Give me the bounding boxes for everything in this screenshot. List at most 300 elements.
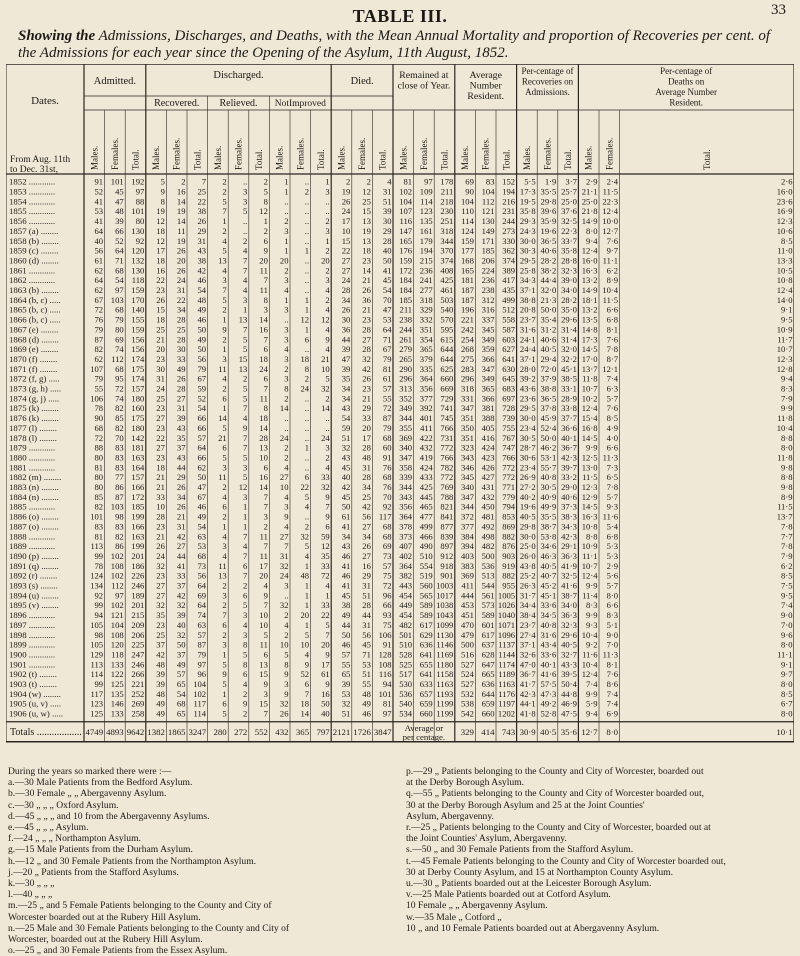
- table-cell: ..: [304, 255, 310, 266]
- table-cell: 565: [419, 590, 433, 601]
- table-cell: 36: [362, 294, 371, 305]
- table-cell: 32: [362, 353, 371, 364]
- table-cell: 215: [131, 610, 145, 621]
- table-row: [9, 610, 793, 620]
- table-row: [9, 512, 793, 522]
- table-cell: 15: [259, 698, 268, 709]
- table-cell: 15: [362, 206, 371, 217]
- footnote-line: l.—40 „ „ „: [8, 889, 53, 901]
- table-cell: 42: [362, 501, 371, 512]
- table-cell: 10: [259, 610, 268, 621]
- table-cell: 2: [284, 363, 289, 374]
- table-cell: 12: [300, 314, 310, 325]
- table-cell: 766: [440, 422, 454, 433]
- table-cell: 5: [304, 629, 310, 640]
- table-cell: 32·0: [561, 344, 577, 355]
- table-cell: 32·0: [540, 285, 557, 295]
- table-cell: 21: [156, 472, 165, 483]
- table-cell: 166: [131, 482, 145, 492]
- table-cell: 2: [243, 235, 248, 246]
- table-cell: 7: [243, 442, 248, 453]
- table-cell: 45: [362, 639, 371, 650]
- table-cell: 34·6: [540, 541, 557, 552]
- table-row: [9, 187, 793, 197]
- table-cell: 180: [131, 393, 145, 404]
- table-cell: 46: [362, 708, 371, 719]
- table-cell: 9·4: [586, 235, 598, 246]
- table-cell: 42: [176, 590, 186, 601]
- table-cell: 178: [440, 176, 454, 187]
- table-cell: 47: [115, 196, 124, 207]
- row-date: 1876 (k) ........: [9, 413, 59, 424]
- table-cell: 9·9: [586, 442, 598, 453]
- table-cell: 11·0: [777, 245, 793, 256]
- table-cell: 1: [243, 511, 248, 522]
- table-cell: 912: [440, 550, 454, 561]
- table-cell: 17: [259, 560, 268, 571]
- row-date: 1880 ............: [9, 452, 56, 463]
- table-cell: 11·8: [582, 373, 598, 384]
- totals-cell: 3247: [188, 726, 207, 737]
- table-cell: 20: [321, 255, 330, 266]
- table-cell: 4: [325, 324, 330, 335]
- table-cell: 4: [304, 501, 310, 512]
- table-cell: 92: [135, 235, 145, 246]
- totals-cell: 432: [275, 726, 289, 737]
- table-cell: 46·3: [540, 550, 557, 561]
- table-cell: 1: [243, 304, 248, 315]
- table-cell: 7·8: [606, 344, 619, 355]
- table-cell: ..: [304, 462, 310, 473]
- table-cell: 5·9: [586, 698, 598, 709]
- table-cell: 68: [382, 531, 392, 542]
- table-cell: 113: [90, 659, 104, 670]
- table-cell: 23: [156, 353, 165, 364]
- table-cell: 359: [481, 344, 495, 355]
- table-cell: 8·0: [781, 639, 793, 650]
- table-cell: 82: [94, 344, 104, 355]
- table-cell: 21: [218, 432, 227, 443]
- table-cell: 12·5: [581, 452, 598, 463]
- table-cell: 125: [90, 708, 104, 719]
- table-cell: 2: [325, 265, 330, 276]
- footnote-line: o.—25 „ and 30 Female Patients from the Essex Asylum.: [8, 945, 228, 956]
- table-cell: 403: [461, 550, 474, 561]
- table-cell: 536: [399, 688, 413, 699]
- table-cell: 432: [419, 442, 433, 453]
- table-cell: 123: [419, 206, 433, 217]
- table-cell: 4: [222, 265, 227, 276]
- table-cell: 20: [279, 255, 289, 266]
- table-cell: 99: [94, 600, 104, 611]
- table-cell: 1: [304, 600, 310, 611]
- table-cell: 50·0: [540, 432, 557, 443]
- table-cell: 47: [341, 353, 351, 364]
- table-cell: 4: [325, 285, 330, 295]
- table-cell: 19·6: [540, 225, 557, 236]
- table-cell: 261: [399, 334, 413, 345]
- table-cell: 57·5: [540, 679, 557, 689]
- table-cell: 41·7: [519, 679, 536, 689]
- table-cell: 34·0: [561, 285, 577, 295]
- table-cell: 8·5: [781, 688, 793, 699]
- table-cell: 85: [94, 491, 104, 502]
- table-cell: ..: [304, 422, 310, 433]
- table-cell: 513: [481, 570, 495, 581]
- table-row: [9, 571, 793, 581]
- row-date: 1894 (u) ........: [9, 590, 59, 601]
- table-cell: 31·7: [519, 590, 536, 601]
- table-cell: 10·0: [602, 216, 619, 227]
- pct-deaths-header: Deaths on: [668, 76, 705, 87]
- table-cell: 6·6: [606, 442, 619, 453]
- table-cell: 11·1: [582, 550, 598, 561]
- table-cell: 2: [222, 176, 227, 187]
- table-cell: 72·0: [540, 363, 557, 374]
- table-cell: 65: [176, 679, 186, 689]
- table-cell: 12·3: [776, 216, 793, 227]
- table-cell: 683: [502, 383, 516, 394]
- table-cell: 6·7: [781, 698, 793, 709]
- table-cell: 32: [341, 442, 351, 453]
- table-cell: 120: [131, 245, 145, 256]
- table-cell: 5: [243, 393, 248, 404]
- average-cell: 40·5: [540, 726, 557, 737]
- table-row: [9, 364, 793, 374]
- table-cell: 22: [156, 432, 165, 443]
- table-cell: 647: [481, 659, 495, 670]
- table-cell: 244: [502, 216, 516, 227]
- row-date: 1905 (u, v) .....: [9, 698, 62, 709]
- totals-cell: 1382: [147, 726, 165, 737]
- table-cell: 27: [156, 590, 165, 601]
- table-cell: 11·5: [777, 501, 793, 512]
- row-date: 1885 ............: [9, 501, 56, 512]
- table-cell: 39·5: [561, 669, 577, 680]
- table-cell: 12·7: [602, 225, 619, 236]
- row-date: 1884 (n) ........: [9, 491, 59, 502]
- table-cell: 105: [90, 619, 104, 630]
- table-cell: 381: [481, 403, 495, 414]
- table-cell: 64: [197, 442, 207, 453]
- table-cell: 101: [131, 206, 145, 217]
- table-cell: 9: [325, 679, 330, 689]
- table-cell: 211: [440, 186, 454, 197]
- table-cell: 27: [362, 334, 371, 345]
- row-date: 1901 ............: [9, 659, 56, 670]
- table-cell: 34: [362, 482, 371, 492]
- table-cell: 41: [94, 216, 104, 227]
- table-cell: 8: [160, 196, 165, 207]
- table-cell: 9: [325, 491, 330, 502]
- table-cell: 27: [156, 442, 165, 453]
- table-cell: 435: [502, 285, 516, 295]
- table-cell: 10·4: [602, 285, 619, 295]
- table-cell: 1: [304, 324, 310, 335]
- table-cell: 6: [222, 501, 227, 512]
- relieved-header: Relieved.: [219, 98, 258, 109]
- table-cell: 62: [197, 462, 207, 473]
- table-cell: 22: [176, 294, 186, 305]
- table-cell: 11: [218, 560, 227, 571]
- table-cell: 20·8: [519, 304, 536, 315]
- table-cell: 24: [156, 550, 165, 561]
- table-cell: 18: [259, 413, 268, 424]
- table-row: [9, 699, 793, 709]
- table-cell: 14·0: [776, 294, 793, 305]
- males-column-label: Males.: [151, 145, 162, 170]
- table-row: [9, 354, 793, 364]
- table-cell: 5·1: [606, 619, 619, 630]
- table-cell: 26: [197, 216, 207, 227]
- table-cell: 9·9: [586, 580, 598, 591]
- table-cell: 79: [115, 314, 124, 325]
- table-cell: 3: [284, 580, 289, 591]
- table-cell: 374: [440, 255, 454, 266]
- table-cell: 26: [176, 245, 186, 256]
- table-cell: 29: [362, 403, 371, 414]
- table-cell: ..: [284, 413, 289, 424]
- table-cell: 40: [176, 619, 186, 630]
- table-cell: 1176: [498, 688, 516, 699]
- table-cell: 114: [420, 196, 433, 207]
- table-cell: 36·7: [519, 669, 536, 680]
- table-cell: 211: [399, 304, 413, 315]
- table-cell: 34·3: [561, 521, 577, 532]
- totals-cell: 2121: [332, 726, 351, 737]
- table-cell: 23·7: [519, 314, 536, 325]
- average-header: Number: [469, 80, 502, 92]
- table-cell: 323: [461, 442, 474, 453]
- table-cell: 512: [502, 304, 516, 315]
- table-cell: 2: [222, 334, 227, 345]
- table-cell: 38·8: [519, 294, 536, 305]
- row-date: 1900 ............: [9, 649, 56, 660]
- table-cell: 23·4: [519, 462, 536, 473]
- table-row: [9, 462, 793, 472]
- table-cell: 25·0: [519, 541, 536, 552]
- table-row: [9, 246, 793, 256]
- table-cell: 49·9: [540, 501, 557, 512]
- table-cell: 644: [481, 688, 495, 699]
- table-cell: 6·9: [606, 708, 619, 719]
- table-cell: 161: [419, 225, 433, 236]
- table-cell: 4: [325, 580, 330, 591]
- table-cell: 2: [346, 176, 351, 187]
- table-cell: 19: [341, 186, 351, 197]
- table-cell: 364: [399, 511, 413, 522]
- table-cell: 78: [94, 560, 104, 571]
- footnotes-right: [406, 766, 794, 934]
- table-cell: 16·0: [776, 186, 793, 197]
- table-cell: 56: [94, 245, 104, 256]
- table-cell: 538: [461, 698, 474, 709]
- table-cell: 13·7: [581, 363, 598, 374]
- row-date: 1903 (t) ........: [9, 679, 57, 689]
- table-cell: 51: [362, 590, 371, 601]
- table-cell: 21·1: [581, 186, 598, 197]
- row-date: 1891 (q) ........: [9, 560, 59, 571]
- table-cell: 7: [243, 265, 248, 276]
- table-cell: 3: [222, 462, 227, 473]
- table-cell: 6: [222, 393, 227, 404]
- table-cell: 349: [399, 403, 413, 414]
- table-cell: 49: [156, 708, 165, 719]
- footnote-line: c.—30 „ „ „ Oxford Asylum.: [8, 799, 119, 811]
- table-cell: 32: [279, 560, 289, 571]
- table-cell: 772: [440, 442, 454, 453]
- table-cell: 8·5: [781, 235, 793, 246]
- table-cell: 4: [284, 285, 289, 295]
- totals-cell: 1726: [353, 726, 371, 737]
- table-cell: 2: [263, 521, 268, 532]
- died-header: Died.: [350, 76, 374, 87]
- table-cell: 8·9: [606, 275, 619, 286]
- table-cell: 19·6: [519, 501, 536, 512]
- table-cell: 27: [156, 413, 165, 424]
- table-cell: 63: [197, 531, 207, 542]
- table-cell: 31: [176, 403, 186, 414]
- totals-cell: 280: [213, 726, 227, 737]
- table-cell: 23: [156, 619, 165, 630]
- row-date: 1864 (b, c) .....: [9, 294, 61, 305]
- table-cell: 3: [222, 353, 227, 364]
- table-cell: 37·1: [519, 285, 536, 295]
- row-date: 1856 ............: [9, 216, 56, 227]
- table-cell: 76: [382, 482, 392, 492]
- table-cell: 231: [502, 206, 516, 217]
- table-cell: 8: [243, 639, 248, 650]
- table-cell: 33: [321, 472, 330, 483]
- table-cell: 50: [341, 629, 351, 640]
- table-cell: 1174: [498, 659, 516, 670]
- table-cell: 630: [502, 363, 516, 374]
- table-cell: 37: [176, 442, 186, 453]
- table-cell: 1199: [436, 698, 454, 709]
- table-cell: 39: [341, 344, 351, 355]
- table-cell: 28·7: [519, 442, 536, 453]
- table-cell: 56: [362, 511, 371, 522]
- table-cell: 91: [94, 176, 104, 187]
- table-cell: 28·2: [561, 294, 577, 305]
- table-cell: 97: [382, 708, 392, 719]
- table-cell: 15: [238, 353, 248, 364]
- table-cell: 54: [176, 688, 186, 699]
- table-row: [9, 384, 793, 394]
- table-cell: 46: [197, 501, 207, 512]
- table-cell: 425: [419, 482, 433, 492]
- row-date: 1861 ............: [9, 265, 56, 276]
- table-cell: 10·4: [581, 659, 598, 670]
- table-cell: 18: [156, 255, 165, 266]
- table-cell: 32·6: [519, 649, 536, 660]
- table-cell: 637: [481, 639, 495, 650]
- table-cell: 2: [263, 176, 268, 187]
- table-cell: 68: [115, 363, 124, 374]
- table-cell: 5: [222, 452, 227, 463]
- table-cell: 8·3: [606, 610, 619, 621]
- table-cell: 771: [502, 482, 516, 492]
- table-cell: 176: [399, 245, 413, 256]
- table-cell: 101: [110, 176, 124, 187]
- row-date: 1875 (k) ........: [9, 403, 59, 414]
- table-cell: 5: [325, 373, 330, 384]
- table-cell: 62: [94, 353, 104, 364]
- table-cell: 53: [382, 314, 392, 325]
- table-cell: 54: [341, 413, 351, 424]
- table-cell: 109: [419, 186, 433, 197]
- table-cell: 10: [156, 501, 165, 512]
- table-cell: 31: [176, 521, 186, 532]
- table-cell: 25: [156, 324, 165, 335]
- table-cell: 28: [362, 442, 371, 453]
- table-cell: 14·5: [581, 432, 598, 443]
- table-cell: 20: [259, 255, 268, 266]
- table-cell: 258: [131, 708, 145, 719]
- table-cell: 32: [279, 600, 289, 611]
- table-cell: 9·5: [781, 314, 793, 325]
- table-cell: 919: [502, 560, 516, 571]
- table-row: [9, 640, 793, 650]
- table-cell: 1: [284, 235, 289, 246]
- table-cell: 3: [284, 334, 289, 345]
- table-cell: 498: [481, 531, 495, 542]
- table-cell: 48: [156, 688, 165, 699]
- table-cell: 12·3: [581, 482, 598, 492]
- table-cell: 175: [131, 413, 145, 424]
- table-cell: 163: [131, 452, 145, 463]
- table-cell: 33·7: [561, 235, 577, 246]
- table-cell: 344: [461, 501, 474, 512]
- table-cell: 73: [382, 550, 392, 561]
- table-cell: 50: [321, 698, 330, 709]
- table-cell: 159: [131, 285, 145, 295]
- caption-prefix: Showing the: [18, 28, 96, 44]
- males-column-label: Males.: [212, 145, 223, 170]
- table-cell: 18: [362, 245, 371, 256]
- table-cell: 4·9: [606, 422, 619, 433]
- table-cell: 377: [419, 393, 433, 404]
- total-column-label: Total.: [192, 149, 203, 170]
- table-row: [9, 265, 793, 275]
- table-cell: 30·0: [519, 531, 536, 542]
- table-cell: 184: [399, 275, 413, 286]
- table-cell: 9: [304, 659, 310, 670]
- table-cell: 24: [156, 383, 165, 394]
- table-cell: 7: [222, 610, 227, 621]
- table-cell: 37: [176, 580, 186, 591]
- table-cell: 67: [94, 294, 104, 305]
- footnote-line: w.—35 Male „ Cotford „: [406, 911, 502, 923]
- table-cell: 7·9: [781, 393, 793, 404]
- table-cell: 160: [131, 403, 145, 414]
- totals-cell: 9642: [126, 726, 145, 737]
- table-cell: 339: [399, 472, 413, 483]
- table-cell: 5·5: [524, 176, 536, 187]
- table-cell: 49: [156, 698, 165, 709]
- table-cell: 17: [321, 659, 330, 670]
- table-cell: 39: [115, 216, 124, 227]
- table-row: [9, 581, 793, 591]
- table-cell: ..: [304, 452, 310, 463]
- row-date: 1873 (g, h) .....: [9, 383, 62, 394]
- table-row: [9, 541, 793, 551]
- table-cell: 277: [419, 285, 433, 295]
- table-cell: 23: [156, 285, 165, 295]
- table-cell: 9: [284, 688, 289, 699]
- table-cell: 8·1: [606, 659, 619, 670]
- table-cell: 499: [419, 521, 433, 532]
